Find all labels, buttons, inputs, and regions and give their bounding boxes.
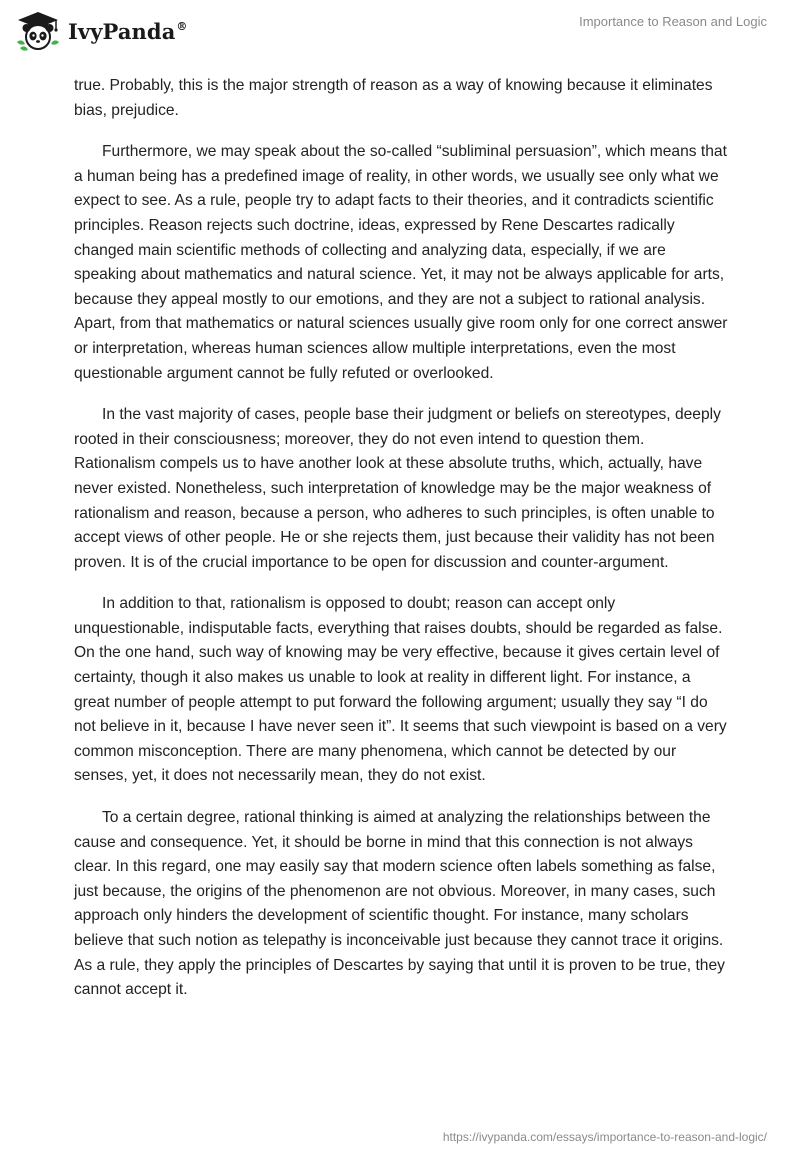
paragraph: In addition to that, rationalism is opposed to doubt; reason can accept only unquestionable, indisputable facts, everything that raises doubts, should be regarded as false. On the one hand, such way of knowing may be very effective, because it gives certain level of certainty, though it also makes us unable to look at reality in different light. For instance, a great number of people attempt to put forward the following argument; usually they say “I do not believe in it, because I have never seen it”. It seems that such viewpoint is based on a very common misconception. There are many phenomena, which cannot be detected by our senses, yet, it does not necessarily mean, they do not exist. bbox=[74, 595, 727, 785]
panda-graduate-icon bbox=[14, 10, 62, 52]
page-header bbox=[0, 0, 800, 70]
trademark-symbol: ® bbox=[176, 19, 188, 33]
paragraph: In the vast majority of cases, people base their judgment or beliefs on stereotypes, deeply rooted in their consciousness; moreover, they do not even intend to question them. Rationalism compels us to have another look at these absolute truths, which, actually, have never existed. Nonetheless, such interpretation of knowledge may be the major weakness of rationalism and reason, because a person, who adheres to such principles, is often unable to accept views of other people. He or she rejects them, just because their validity has not been proven. It is of the crucial importance to be open for discussion and counter-argument. bbox=[74, 406, 721, 571]
paragraph: Furthermore, we may speak about the so-called “subliminal persuasion”, which means that a human being has a predefined image of reality, in other words, we usually see only what we expect to see. As a rule, people try to adapt facts to their theories, and it contradicts scientific principles. Reason rejects such doctrine, ideas, expressed by Rene Descartes radically changed main scientific methods of collecting and analyzing data, especially, if we are speaking about mathematics and natural science. Yet, it may not be always applicable for arts, because they appeal mostly to our emotions, and they are not a subject to rational analysis. Apart, from that mathematics or natural sciences usually give room only for one correct answer or interpretation, whereas human sciences allow multiple interpretations, even the most questionable argument cannot be fully refuted or overlooked. bbox=[74, 143, 728, 382]
brand-name: IvyPanda® bbox=[68, 18, 188, 44]
paragraph: To a certain degree, rational thinking is aimed at analyzing the relationships between the cause and consequence. Yet, it should be borne in mind that this connection is not always clear. In this regard, one may easily say that modern science often labels something as false, just because, the origins of the phenomenon are not obvious. Moreover, in many cases, such approach only hinders the development of scientific thought. For instance, many scholars believe that such notion as telepathy is inconceivable just because they cannot trace it origins. As a rule, they apply the principles of Descartes by saying that until it is proven to be true, they cannot accept it. bbox=[74, 809, 725, 999]
ivypanda-logo[interactable] bbox=[14, 10, 188, 52]
paragraph: true. Probably, this is the major strength of reason as a way of knowing because it eliminates bias, prejudice. bbox=[74, 77, 713, 119]
source-url[interactable]: https://ivypanda.com/essays/importance-to-reason-and-logic/ bbox=[442, 1130, 767, 1144]
essay-body bbox=[74, 74, 728, 1020]
page-title: Importance to Reason and Logic bbox=[579, 14, 767, 29]
